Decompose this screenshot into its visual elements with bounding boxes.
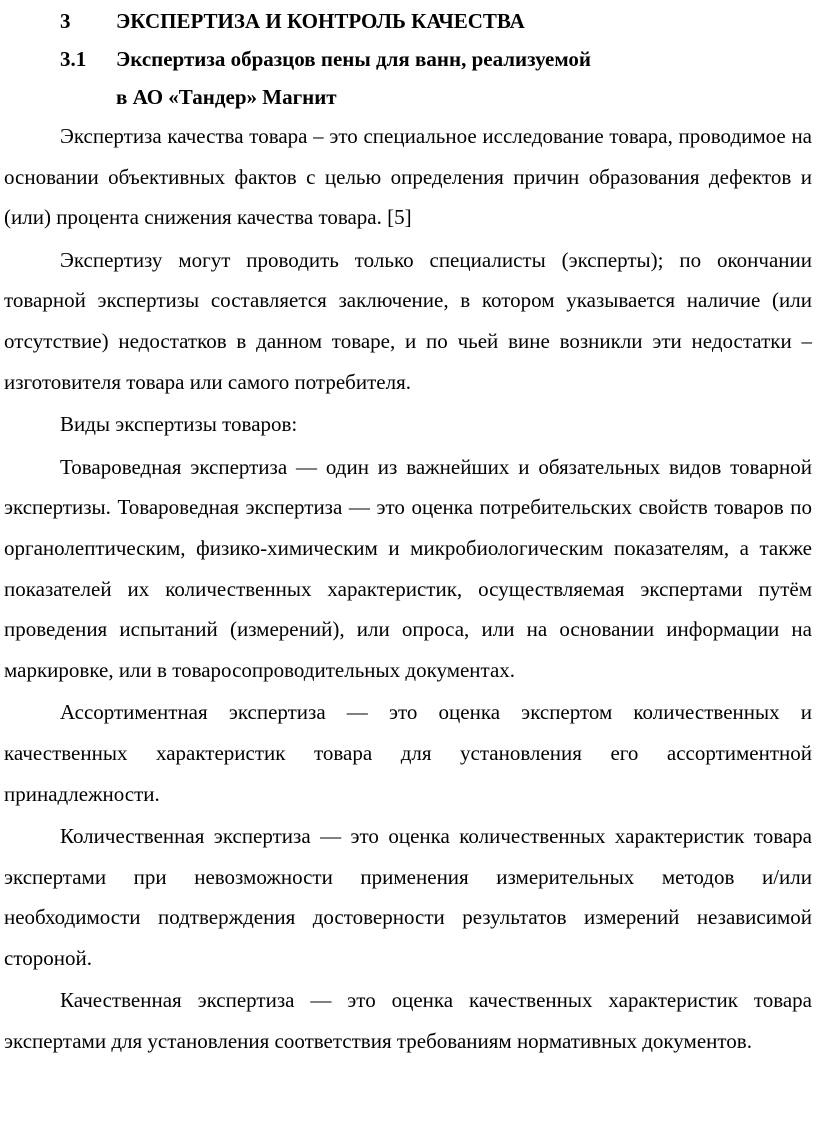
paragraph-experts: Экспертизу могут проводить только специалисты (эксперты); по окончании товарной экспертизы составляется заключение, в котором указывается наличие (или отсутствие) недостатков в данном товаре, и по чьей вине возникли эти недостатки – изготовителя товара или самого потребителя. — [4, 247, 812, 394]
subsection-title-line2: в АО «Тандер» Магнит — [116, 85, 337, 109]
section-number: 3 — [60, 9, 71, 33]
subsection-number: 3.1 — [60, 47, 87, 71]
subsection-title-line1: Экспертиза образцов пены для ванн, реализуемой — [116, 47, 591, 71]
paragraph-types-intro: Виды экспертизы товаров: — [60, 412, 298, 437]
paragraph-assortment-expertise: Ассортиментная экспертиза — это оценка экспертом количественных и качественных характеристик товара для установления его ассортиментной принадлежности. — [4, 700, 812, 806]
paragraph-commodity-expertise: Товароведная экспертиза — один из важнейших и обязательных видов товарной экспертизы. Товароведная экспертиза — это оценка потребительских свойств товаров по органолептическим, физико-химическим и микробиологическим показателям, а также показателей их количественных характеристик, осуществляемая экспертами путём проведения испытаний (измерений), или опроса, или на основании информации на маркировке, или в товаросопроводительных документах. — [4, 454, 812, 682]
paragraph-quantity-expertise: Количественная экспертиза — это оценка количественных характеристик товара экспертами при невозможности применения измерительных методов и/или необходимости подтверждения достоверности результатов измерений независимой стороной. — [4, 824, 812, 970]
section-heading — [4, 2, 812, 40]
subsection-heading — [4, 40, 812, 78]
paragraph-quality-expertise: Качественная экспертиза — это оценка качественных характеристик товара экспертами для установления соответствия требованиям нормативных документов. — [4, 988, 812, 1054]
paragraph-definition: Экспертиза качества товара – это специальное исследование товара, проводимое на основании объективных фактов с целью определения причин образования дефектов и (или) процента снижения качества товара. [5] — [4, 124, 812, 230]
section-title: ЭКСПЕРТИЗА И КОНТРОЛЬ КАЧЕСТВА — [116, 9, 525, 33]
